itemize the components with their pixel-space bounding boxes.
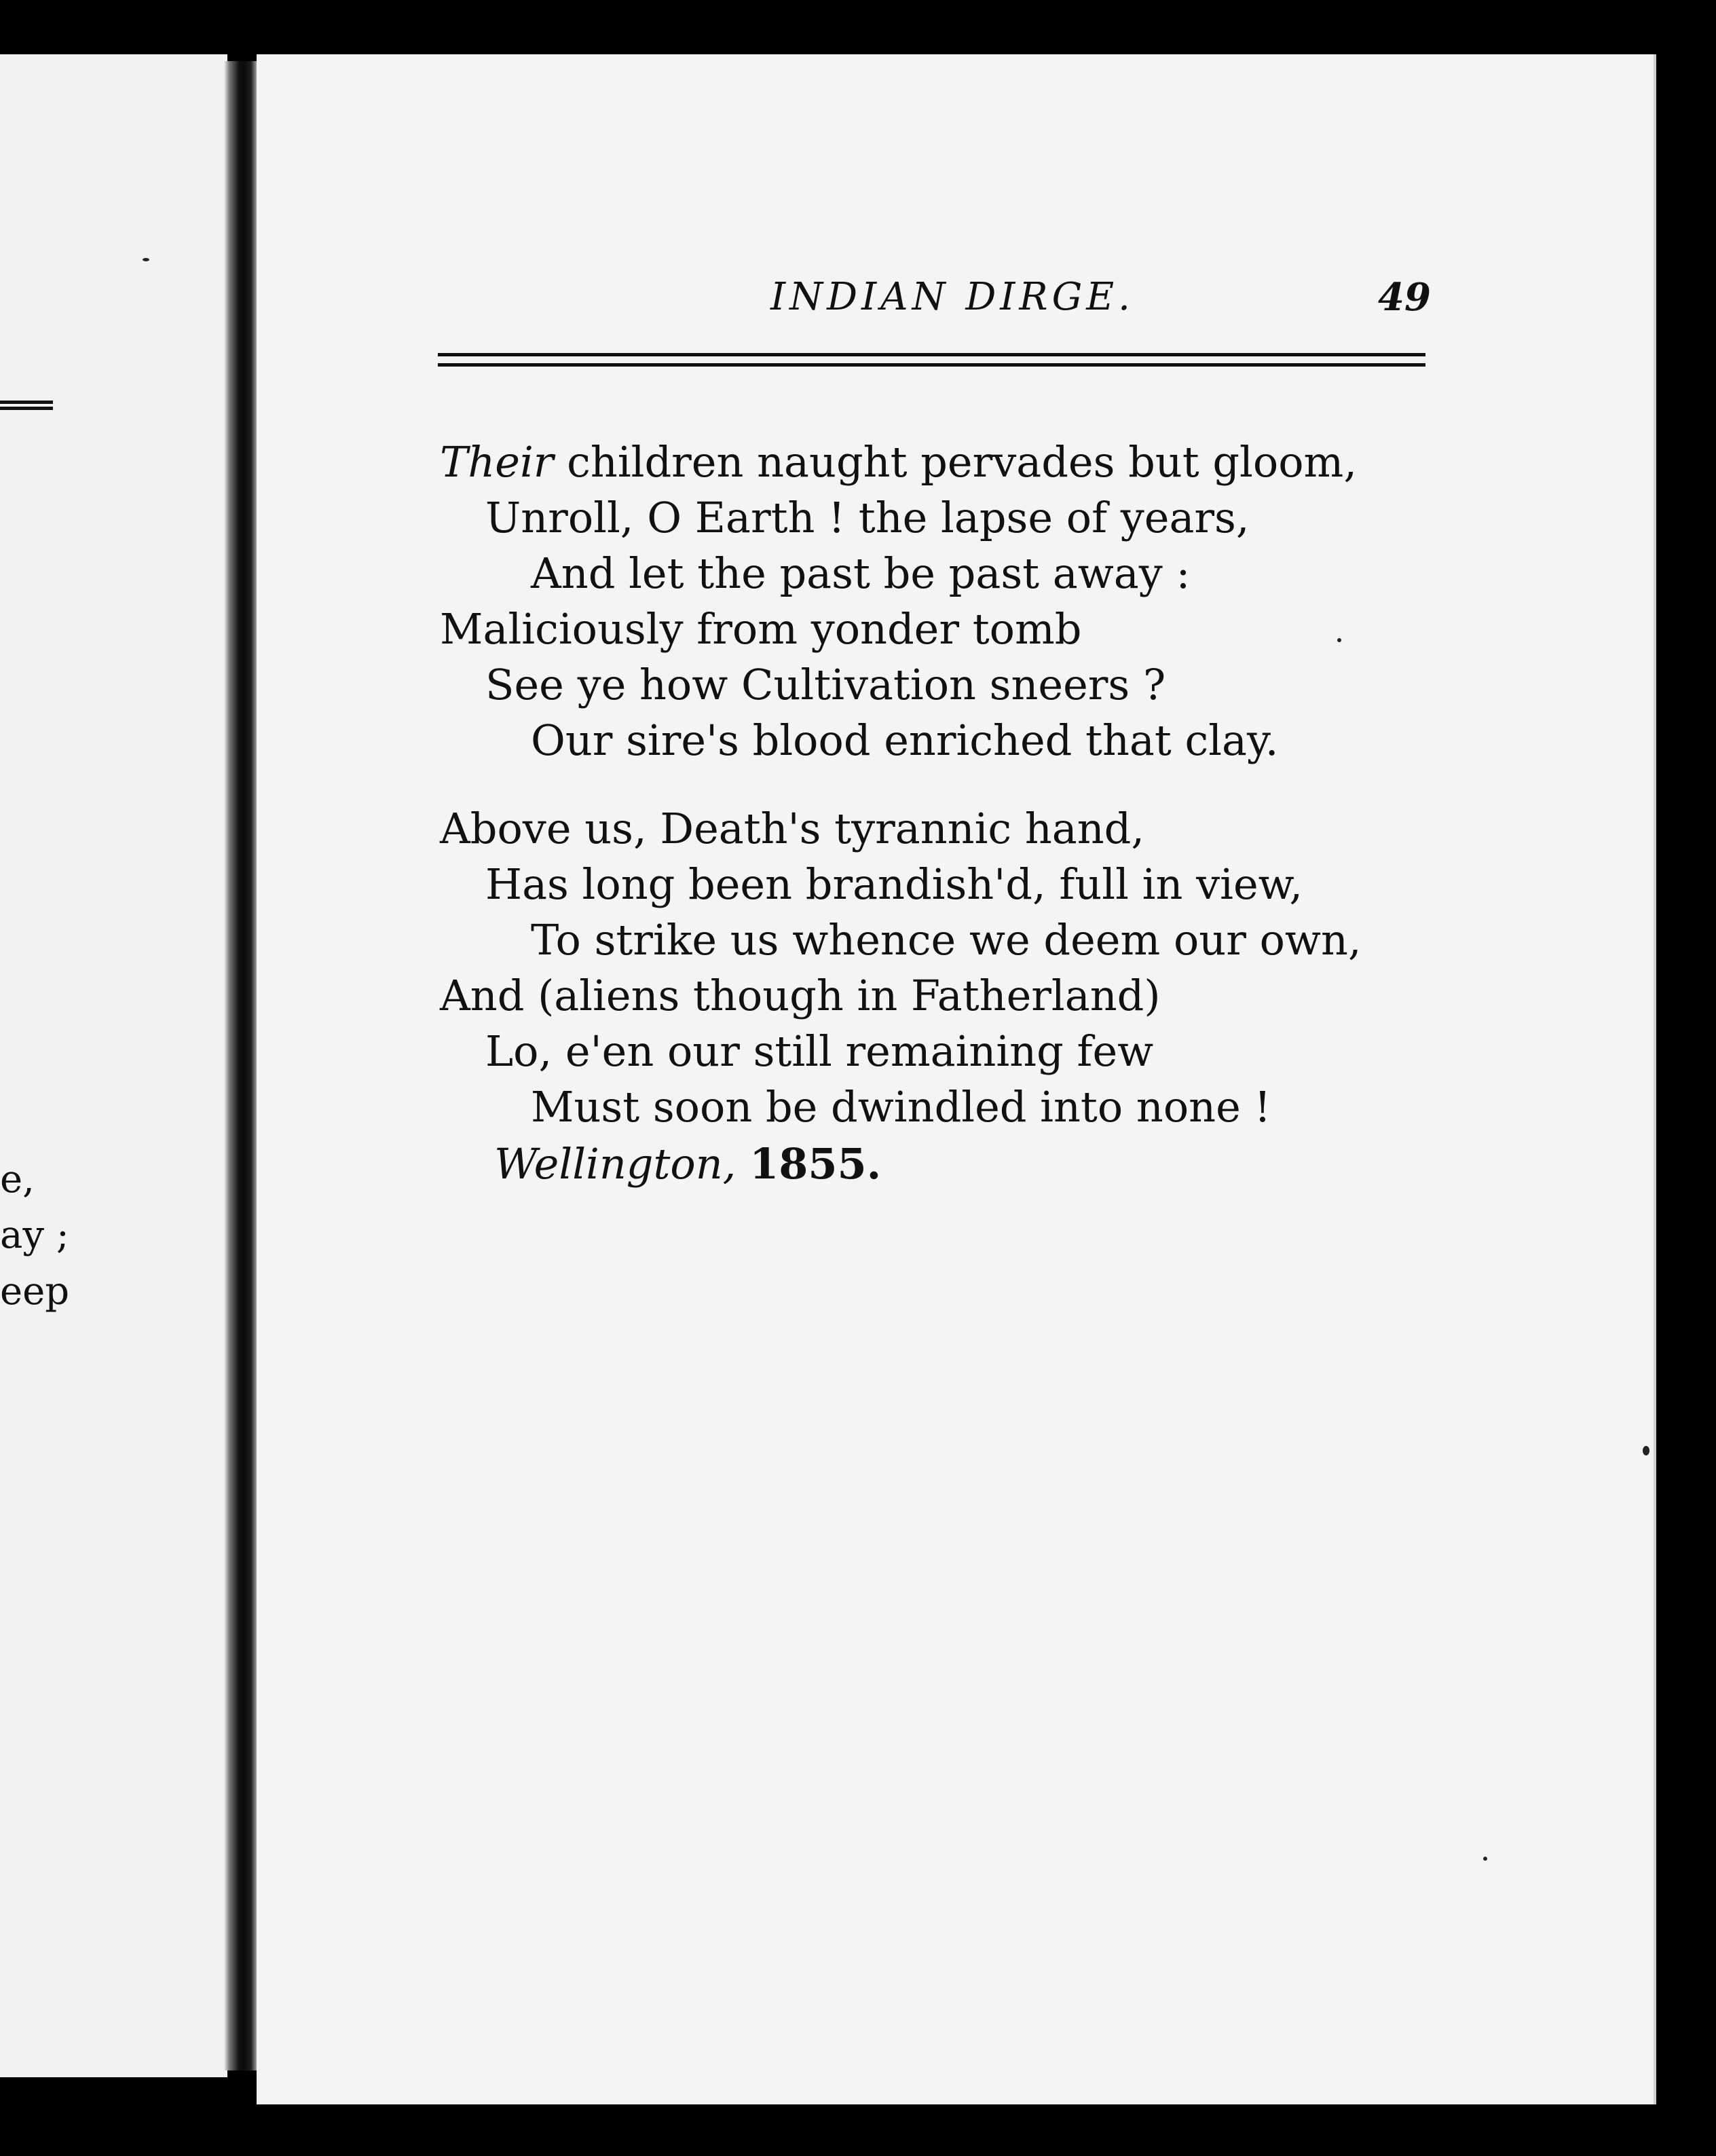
poem-line: Must soon be dwindled into none ! xyxy=(531,1082,1271,1132)
poem-line: Unroll, O Earth ! the lapse of years, xyxy=(485,493,1250,542)
poem-line: Has long been brandish'd, full in view, xyxy=(485,859,1303,909)
poem-signature xyxy=(494,1139,881,1189)
left-fragment-2: ay ; xyxy=(0,1213,69,1257)
page-number: 49 xyxy=(1378,275,1431,320)
line-text: children naught pervades but gloom, xyxy=(553,437,1358,487)
signature-year: 1855. xyxy=(749,1139,882,1189)
left-fragment-1: e, xyxy=(0,1157,35,1202)
poem-line: Maliciously from yonder tomb xyxy=(440,604,1082,654)
running-title: INDIAN DIRGE. xyxy=(770,275,1134,319)
poem-line xyxy=(440,437,1358,487)
poem-line: And (aliens though in Fatherland) xyxy=(440,971,1161,1020)
left-fragment-3: eep xyxy=(0,1269,70,1314)
signature-place: Wellington, xyxy=(494,1139,736,1189)
poem-line: Above us, Death's tyrannic hand, xyxy=(440,804,1145,853)
scan-speck xyxy=(1337,638,1341,642)
scan-speck xyxy=(143,258,149,261)
poem-line: To strike us whence we deem our own, xyxy=(531,915,1362,965)
poem-line: Our sire's blood enriched that clay. xyxy=(531,715,1279,765)
italic-word: Their xyxy=(440,437,554,487)
scan-speck xyxy=(1643,1446,1649,1455)
poem-line: Lo, e'en our still remaining few xyxy=(485,1026,1154,1076)
poem-line: And let the past be past away : xyxy=(531,549,1191,598)
poem-line: See ye how Cultivation sneers ? xyxy=(485,660,1166,709)
scan-speck xyxy=(1483,1857,1487,1861)
